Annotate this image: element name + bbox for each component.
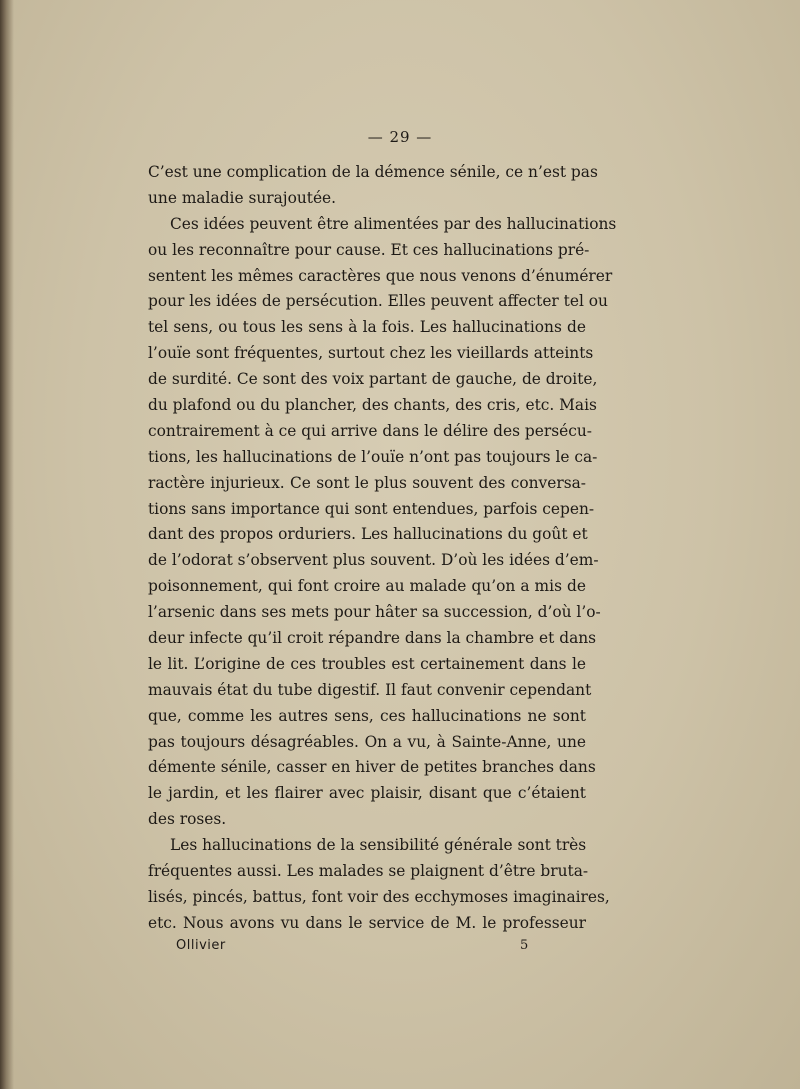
text-line: l’ouïe sont fréquentes, surtout chez les vieillards atteints	[148, 344, 594, 363]
text-line: mauvais état du tube digestif. Il faut convenir cependant	[148, 680, 592, 699]
text-line: deur infecte qu’il croit répandre dans la chambre et dans	[148, 629, 597, 648]
text-line: pas toujours désagréables. On a vu, à Sainte-Anne, une	[148, 732, 586, 751]
text-line: ractère injurieux. Ce sont le plus souvent des conversa-	[148, 473, 586, 492]
text-line: que, comme les autres sens, ces hallucinations ne sont	[148, 706, 586, 725]
binding-shadow	[0, 0, 14, 1089]
body-text	[148, 160, 617, 937]
text-line: fréquentes aussi. Les malades se plaignent d’être bruta-	[148, 862, 589, 881]
text-line: etc. Nous avons vu dans le service de M. le professeur	[148, 913, 586, 932]
text-line: le jardin, et les flairer avec plaisir, disant que c’étaient	[148, 784, 586, 803]
text-line: dant des propos orduriers. Les hallucinations du goût et	[148, 525, 588, 544]
text-line: Les hallucinations de la sensibilité générale sont très	[170, 836, 587, 855]
text-line: ou les reconnaître pour cause. Et ces hallucinations pré-	[148, 240, 590, 259]
text-line: démente sénile, casser en hiver de petites branches dans	[148, 758, 596, 777]
text-line: l’arsenic dans ses mets pour hâter sa succession, d’où l’o-	[148, 603, 601, 622]
text-line: contrairement à ce qui arrive dans le délire des persécu-	[148, 421, 592, 440]
signature-author: Ollivier	[176, 938, 226, 953]
text-line: de surdité. Ce sont des voix partant de gauche, de droite,	[148, 370, 598, 389]
page-number: — 29 —	[367, 128, 433, 146]
signature-number: 5	[520, 938, 529, 953]
text-line: pour les idées de persécution. Elles peuvent affecter tel ou	[148, 292, 608, 311]
text-line: sentent les mêmes caractères que nous venons d’énumérer	[148, 266, 613, 285]
text-line: le lit. L’origine de ces troubles est certainement dans le	[148, 654, 586, 673]
text-line: de l’odorat s’observent plus souvent. D’où les idées d’em-	[148, 551, 599, 570]
text-line: Ces idées peuvent être alimentées par des hallucinations	[170, 214, 617, 233]
text-line: des roses.	[148, 810, 227, 829]
text-line: poisonnement, qui font croire au malade qu’on a mis de	[148, 577, 586, 596]
text-line: tions sans importance qui sont entendues, parfois cepen-	[148, 499, 595, 518]
text-line: du plafond ou du plancher, des chants, des cris, etc. Mais	[148, 396, 597, 415]
text-line: une maladie surajoutée.	[148, 188, 337, 207]
text-line: tions, les hallucinations de l’ouïe n’ont pas toujours le ca-	[148, 447, 598, 466]
text-line: C’est une complication de la démence sénile, ce n’est pas	[148, 163, 598, 181]
text-line: lisés, pincés, battus, font voir des ecchymoses imaginaires,	[148, 887, 610, 906]
text-line: tel sens, ou tous les sens à la fois. Les hallucinations de	[148, 318, 586, 337]
